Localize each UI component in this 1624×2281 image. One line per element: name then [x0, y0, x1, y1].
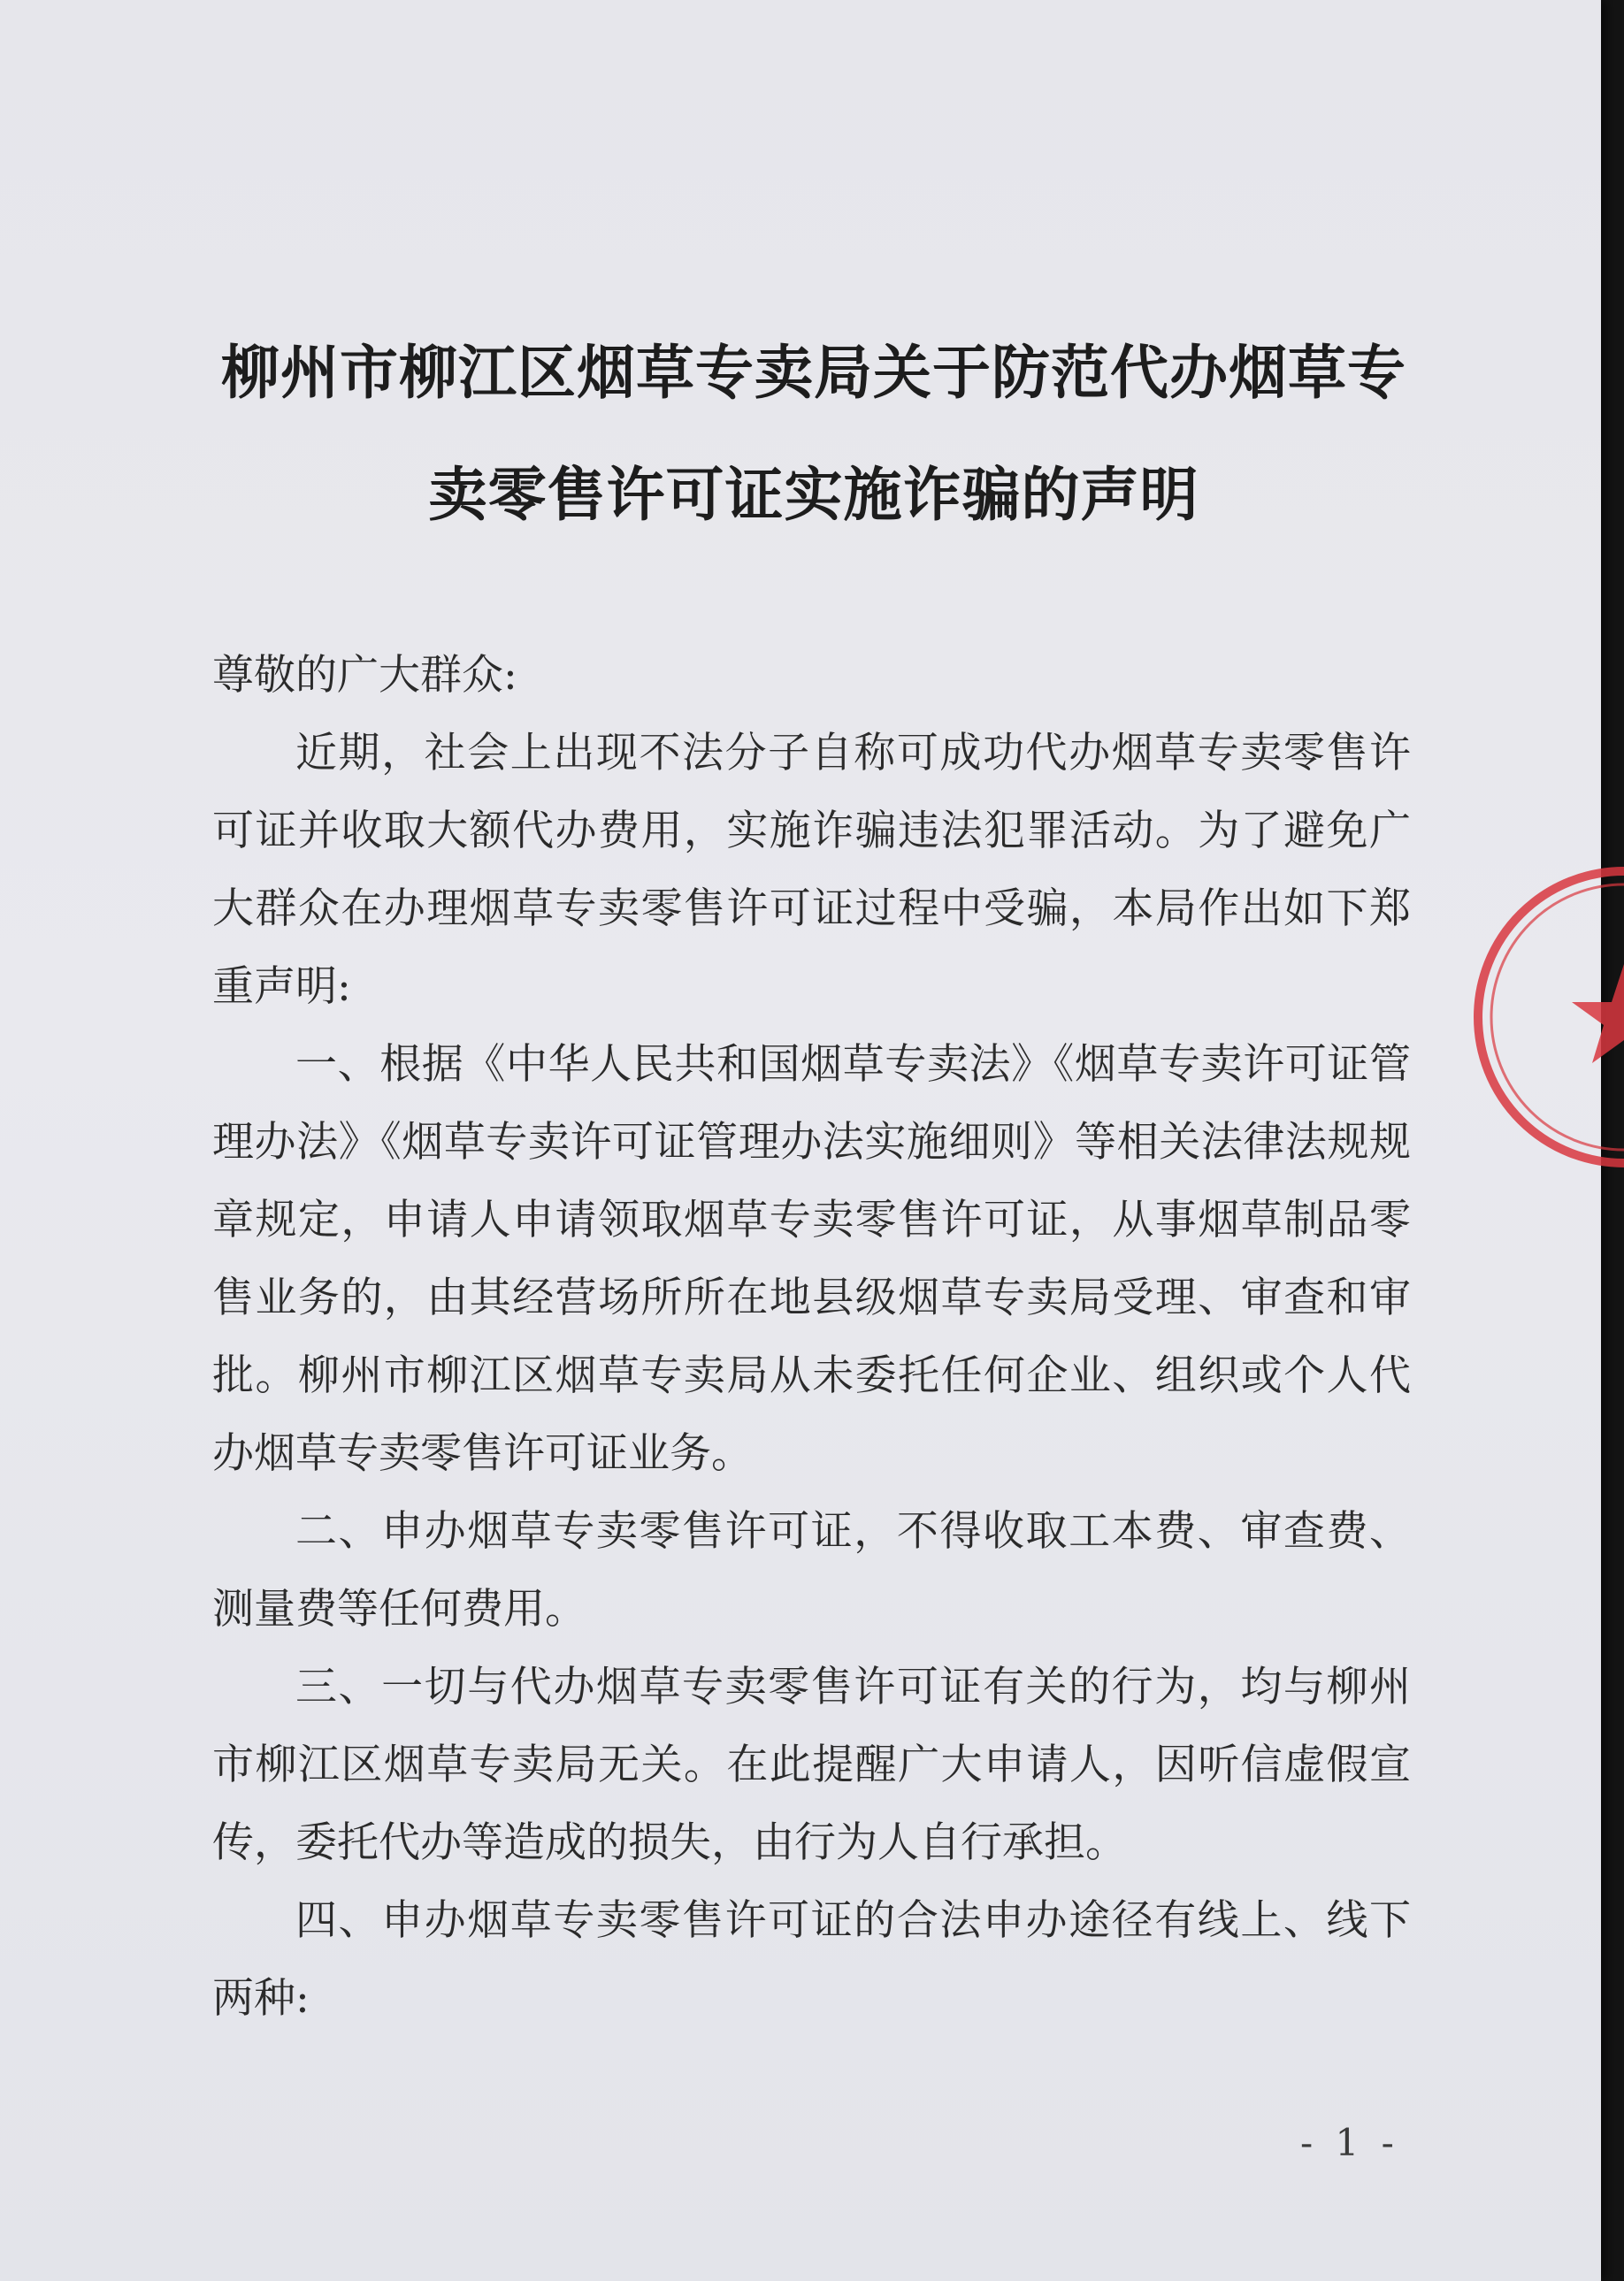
paragraph-item-4: 四、申办烟草专卖零售许可证的合法申办途径有线上、线下两种:	[212, 1896, 1411, 2023]
seal-star	[1572, 964, 1624, 1063]
paragraph-intro: 近期，社会上出现不法分子自称可成功代办烟草专卖零售许可证并收取大额代办费用，实施诈骗违法犯罪活动。为了避免广大群众在办理烟草专卖零售许可证过程中受骗，本局作出如下郑重声明:	[212, 729, 1411, 1011]
document-title-line-1: 柳州市柳江区烟草专卖局关于防范代办烟草专	[221, 338, 1406, 407]
official-seal-stamp	[1465, 858, 1624, 1176]
document-body	[212, 637, 1411, 2038]
paragraph-item-2: 二、申办烟草专卖零售许可证，不得收取工本费、审查费、测量费等任何费用。	[212, 1507, 1411, 1634]
paragraph-item-3: 三、一切与代办烟草专卖零售许可证有关的行为，均与柳州市柳江区烟草专卖局无关。在此提醒广大申请人，因听信虚假宣传，委托代办等造成的损失，由行为人自行承担。	[212, 1663, 1411, 1867]
salutation: 尊敬的广大群众:	[212, 651, 517, 700]
paragraph-item-1: 一、根据《中华人民共和国烟草专卖法》《烟草专卖许可证管理办法》《烟草专卖许可证管理办法实施细则》等相关法律法规规章规定，申请人申请领取烟草专卖零售许可证，从事烟草制品零售业务的，由其经营场所所在地县级烟草专卖局受理、审查和审批。柳州市柳江区烟草专卖局从未委托任何企业、组织或个人代办烟草专卖零售许可证业务。	[212, 1040, 1411, 1478]
document-title-line-2: 卖零售许可证实施诈骗的声明	[428, 460, 1199, 529]
page-number: - 1 -	[1300, 2121, 1399, 2164]
